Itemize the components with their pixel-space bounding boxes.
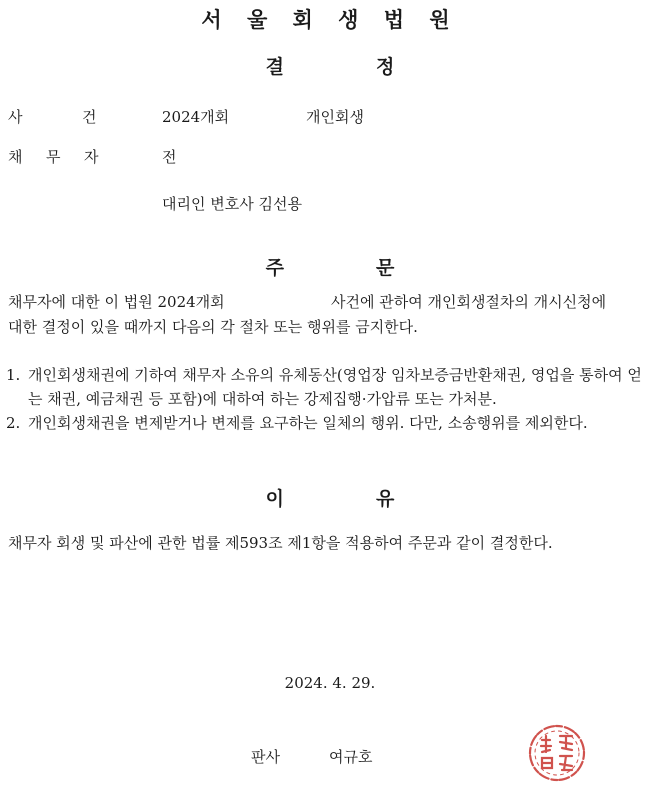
order-heading (0, 253, 660, 280)
heading-char-1: 결 (265, 56, 284, 78)
judge-title: 판사 (251, 748, 280, 766)
reason-heading-char-2: 유 (376, 488, 395, 510)
order-intro-c: 대한 결정이 있을 때까지 다음의 각 절차 또는 행위를 금지한다. (8, 318, 418, 336)
heading-char-2: 정 (376, 56, 395, 78)
agent-line: 대리인 변호사 김선용 (162, 195, 302, 213)
case-name: 개인회생 (306, 108, 364, 126)
order-heading-char-2: 문 (376, 257, 395, 279)
reason-heading (0, 484, 660, 511)
document-type-heading (0, 52, 660, 79)
list-item-number: 2. (6, 414, 21, 432)
case-label-2 (82, 106, 97, 127)
list-item-number: 1. (6, 366, 21, 384)
order-heading-char-1: 주 (265, 257, 284, 279)
order-intro-b: 사건에 관하여 개인회생절차의 개시신청에 (331, 293, 607, 311)
case-label-char-2: 건 (82, 108, 97, 126)
debtor-label-char-3: 자 (84, 148, 99, 166)
court-seal-stamp (526, 722, 588, 784)
list-item-text: 개인회생채권을 변제받거나 변제를 요구하는 일체의 행위. 다만, 소송행위를 제외한다. (28, 414, 588, 432)
case-label (8, 106, 23, 127)
order-list (6, 363, 652, 435)
order-intro-a: 채무자에 대한 이 법원 2024개회 (8, 293, 225, 311)
debtor-label-char-2: 무 (46, 148, 61, 166)
list-item-text: 개인회생채권에 기하여 채무자 소유의 유체동산(영업장 임차보증금반환채권, 영업을 통하여 얻는 채권, 예금채권 등 포함)에 대하여 하는 강제집행·가압류 또는 가처분. (28, 366, 642, 408)
seal-icon (526, 722, 588, 784)
case-label-char-1: 사 (8, 108, 23, 126)
debtor-name: 전 (162, 148, 177, 166)
list-item (6, 363, 652, 411)
reason-text: 채무자 회생 및 파산에 관한 법률 제593조 제1항을 적용하여 주문과 같이 결정한다. (8, 534, 553, 552)
decision-date: 2024. 4. 29. (284, 674, 376, 692)
debtor-label-char-1: 채 (8, 148, 23, 166)
reason-heading-char-1: 이 (265, 488, 284, 510)
judge-name: 여규호 (329, 748, 373, 766)
list-item (6, 411, 652, 435)
case-number: 2024개회 (162, 108, 230, 126)
court-title: 서 울 회 생 법 원 (201, 8, 459, 32)
